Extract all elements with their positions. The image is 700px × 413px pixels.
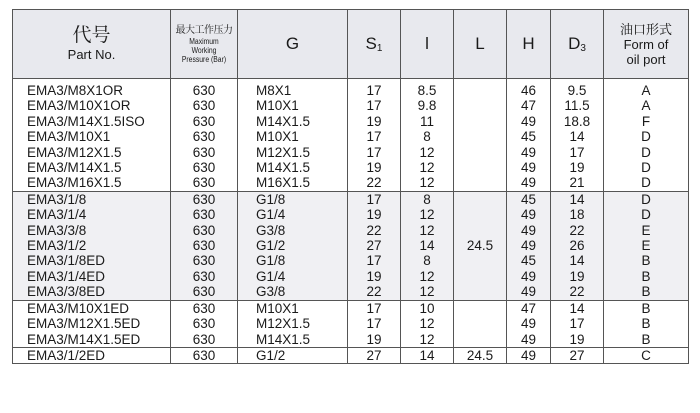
cell-part-no: EMA3/1/8 (13, 191, 171, 207)
cell-pressure: 630 (171, 332, 238, 348)
header-l-small: l (401, 10, 454, 79)
header-pressure (171, 10, 238, 79)
cell-pressure: 630 (171, 114, 238, 129)
table-row (13, 347, 689, 363)
cell-d3: 18 (551, 207, 604, 222)
cell-h: 49 (507, 114, 551, 129)
cell-l-small: 14 (401, 347, 454, 363)
cell-pressure: 630 (171, 207, 238, 222)
table-row (13, 269, 689, 284)
cell-h: 49 (507, 223, 551, 238)
cell-h: 49 (507, 284, 551, 300)
cell-l-small: 12 (401, 145, 454, 160)
cell-l-small: 8 (401, 253, 454, 268)
cell-l-small: 8 (401, 129, 454, 144)
cell-part-no: EMA3/1/4ED (13, 269, 171, 284)
cell-s1: 22 (348, 284, 401, 300)
cell-d3: 19 (551, 269, 604, 284)
cell-form: E (604, 223, 689, 238)
cell-l-small: 8.5 (401, 79, 454, 99)
cell-s1: 17 (348, 98, 401, 113)
header-d3 (551, 10, 604, 79)
cell-s1: 27 (348, 347, 401, 363)
cell-s1: 19 (348, 332, 401, 348)
cell-h: 49 (507, 238, 551, 253)
cell-pressure: 630 (171, 300, 238, 316)
cell-l-big: 24.5 (454, 191, 507, 300)
cell-form: A (604, 79, 689, 99)
cell-part-no: EMA3/1/2ED (13, 347, 171, 363)
cell-l-small: 10 (401, 300, 454, 316)
cell-g: G1/8 (238, 253, 348, 268)
cell-s1: 17 (348, 191, 401, 207)
cell-s1: 17 (348, 79, 401, 99)
cell-d3: 14 (551, 129, 604, 144)
cell-s1: 19 (348, 114, 401, 129)
cell-form: B (604, 300, 689, 316)
cell-d3: 26 (551, 238, 604, 253)
cell-form: D (604, 145, 689, 160)
cell-s1: 17 (348, 300, 401, 316)
cell-d3: 27 (551, 347, 604, 363)
cell-g: M10X1 (238, 129, 348, 144)
cell-part-no: EMA3/M16X1.5 (13, 175, 171, 191)
cell-g: G3/8 (238, 284, 348, 300)
cell-form: E (604, 238, 689, 253)
row-group (13, 191, 689, 300)
header-pressure-en-2: Pressure (Bar) (181, 54, 227, 64)
cell-d3: 17 (551, 145, 604, 160)
header-form (604, 10, 689, 79)
cell-g: M12X1.5 (238, 316, 348, 331)
cell-part-no: EMA3/M8X1OR (13, 79, 171, 99)
table-row (13, 316, 689, 331)
cell-d3: 9.5 (551, 79, 604, 99)
cell-pressure: 630 (171, 129, 238, 144)
cell-part-no: EMA3/M14X1.5 (13, 160, 171, 175)
cell-s1: 19 (348, 160, 401, 175)
table-row (13, 191, 689, 207)
table-row (13, 129, 689, 144)
cell-part-no: EMA3/3/8ED (13, 284, 171, 300)
table-row (13, 98, 689, 113)
cell-form: B (604, 253, 689, 268)
cell-pressure: 630 (171, 253, 238, 268)
header-s1-sub: 1 (376, 43, 383, 54)
cell-pressure: 630 (171, 145, 238, 160)
cell-pressure: 630 (171, 98, 238, 113)
header-part-no (13, 10, 171, 79)
cell-form: C (604, 347, 689, 363)
cell-d3: 22 (551, 284, 604, 300)
cell-pressure: 630 (171, 160, 238, 175)
header-h: H (507, 10, 551, 79)
cell-l-small: 12 (401, 269, 454, 284)
cell-s1: 17 (348, 129, 401, 144)
cell-l-small: 12 (401, 223, 454, 238)
cell-s1: 19 (348, 269, 401, 284)
cell-h: 49 (507, 332, 551, 348)
table-row (13, 332, 689, 348)
cell-s1: 17 (348, 316, 401, 331)
cell-h: 49 (507, 347, 551, 363)
cell-s1: 17 (348, 145, 401, 160)
table-row (13, 223, 689, 238)
table-row (13, 175, 689, 191)
cell-form: B (604, 316, 689, 331)
cell-g: M16X1.5 (238, 175, 348, 191)
cell-form: B (604, 332, 689, 348)
table-row (13, 300, 689, 316)
cell-form: A (604, 98, 689, 113)
cell-d3: 21 (551, 175, 604, 191)
cell-pressure: 630 (171, 269, 238, 284)
cell-part-no: EMA3/M12X1.5ED (13, 316, 171, 331)
cell-part-no: EMA3/M14X1.5ED (13, 332, 171, 348)
table-row (13, 114, 689, 129)
cell-pressure: 630 (171, 79, 238, 99)
cell-s1: 27 (348, 238, 401, 253)
cell-g: G3/8 (238, 223, 348, 238)
cell-part-no: EMA3/1/4 (13, 207, 171, 222)
cell-pressure: 630 (171, 284, 238, 300)
cell-l-small: 9.8 (401, 98, 454, 113)
header-l-big: L (454, 10, 507, 79)
cell-d3: 14 (551, 253, 604, 268)
cell-l-big (454, 79, 507, 192)
header-part-en: Part No. (67, 47, 116, 62)
header-s1 (348, 10, 401, 79)
cell-s1: 22 (348, 223, 401, 238)
cell-d3: 22 (551, 223, 604, 238)
header-form-en-2: oil port (626, 51, 666, 67)
cell-l-small: 14 (401, 238, 454, 253)
cell-d3: 14 (551, 300, 604, 316)
cell-l-small: 11 (401, 114, 454, 129)
table-row (13, 238, 689, 253)
cell-l-small: 12 (401, 160, 454, 175)
cell-h: 46 (507, 79, 551, 99)
table-row (13, 284, 689, 300)
cell-g: G1/2 (238, 347, 348, 363)
header-d3-main: D (568, 34, 581, 53)
cell-part-no: EMA3/1/2 (13, 238, 171, 253)
table-row (13, 145, 689, 160)
cell-pressure: 630 (171, 191, 238, 207)
cell-g: G1/8 (238, 191, 348, 207)
cell-l-small: 12 (401, 207, 454, 222)
cell-l-small: 12 (401, 175, 454, 191)
cell-d3: 19 (551, 332, 604, 348)
cell-l-small: 12 (401, 316, 454, 331)
cell-g: G1/2 (238, 238, 348, 253)
cell-l-small: 12 (401, 332, 454, 348)
cell-d3: 17 (551, 316, 604, 331)
cell-part-no: EMA3/M10X1OR (13, 98, 171, 113)
header-pressure-en-1: Maximum Working (189, 36, 219, 55)
cell-g: M8X1 (238, 79, 348, 99)
cell-h: 47 (507, 300, 551, 316)
cell-part-no: EMA3/1/8ED (13, 253, 171, 268)
cell-form: D (604, 160, 689, 175)
cell-g: M10X1 (238, 98, 348, 113)
cell-d3: 19 (551, 160, 604, 175)
table-header (13, 10, 689, 79)
cell-pressure: 630 (171, 175, 238, 191)
cell-l-small: 12 (401, 284, 454, 300)
header-g: G (238, 10, 348, 79)
table-row (13, 160, 689, 175)
cell-g: M14X1.5 (238, 160, 348, 175)
header-form-en-1: Form of (623, 36, 669, 52)
cell-pressure: 630 (171, 238, 238, 253)
cell-g: G1/4 (238, 269, 348, 284)
row-group (13, 79, 689, 192)
cell-part-no: EMA3/M12X1.5 (13, 145, 171, 160)
header-s1-main: S (365, 34, 377, 53)
cell-g: M14X1.5 (238, 332, 348, 348)
header-part-zh: 代号 (72, 25, 111, 46)
cell-part-no: EMA3/M14X1.5ISO (13, 114, 171, 129)
cell-l-big: 24.5 (454, 347, 507, 363)
cell-d3: 11.5 (551, 98, 604, 113)
cell-s1: 19 (348, 207, 401, 222)
cell-l-big (454, 300, 507, 347)
cell-h: 45 (507, 191, 551, 207)
cell-form: D (604, 175, 689, 191)
cell-g: M10X1 (238, 300, 348, 316)
cell-part-no: EMA3/M10X1ED (13, 300, 171, 316)
cell-g: G1/4 (238, 207, 348, 222)
cell-h: 45 (507, 129, 551, 144)
header-d3-sub: 3 (580, 43, 586, 54)
cell-part-no: EMA3/3/8 (13, 223, 171, 238)
cell-h: 49 (507, 175, 551, 191)
cell-h: 45 (507, 253, 551, 268)
cell-g: M14X1.5 (238, 114, 348, 129)
cell-h: 49 (507, 145, 551, 160)
spec-table (12, 9, 689, 364)
row-group (13, 347, 689, 363)
cell-part-no: EMA3/M10X1 (13, 129, 171, 144)
cell-pressure: 630 (171, 316, 238, 331)
cell-form: F (604, 114, 689, 129)
cell-form: D (604, 191, 689, 207)
cell-l-small: 8 (401, 191, 454, 207)
cell-h: 49 (507, 269, 551, 284)
header-pressure-zh: 最大工作压力 (175, 24, 233, 36)
cell-h: 49 (507, 160, 551, 175)
cell-s1: 17 (348, 253, 401, 268)
cell-pressure: 630 (171, 223, 238, 238)
cell-g: M12X1.5 (238, 145, 348, 160)
cell-h: 49 (507, 207, 551, 222)
table-row (13, 79, 689, 99)
cell-form: D (604, 207, 689, 222)
header-form-zh: 油口形式 (619, 21, 672, 37)
cell-d3: 18.8 (551, 114, 604, 129)
cell-h: 47 (507, 98, 551, 113)
table-row (13, 253, 689, 268)
row-group (13, 300, 689, 347)
cell-d3: 14 (551, 191, 604, 207)
cell-s1: 22 (348, 175, 401, 191)
cell-form: B (604, 284, 689, 300)
cell-pressure: 630 (171, 347, 238, 363)
cell-form: D (604, 129, 689, 144)
cell-h: 49 (507, 316, 551, 331)
cell-form: B (604, 269, 689, 284)
table-row (13, 207, 689, 222)
